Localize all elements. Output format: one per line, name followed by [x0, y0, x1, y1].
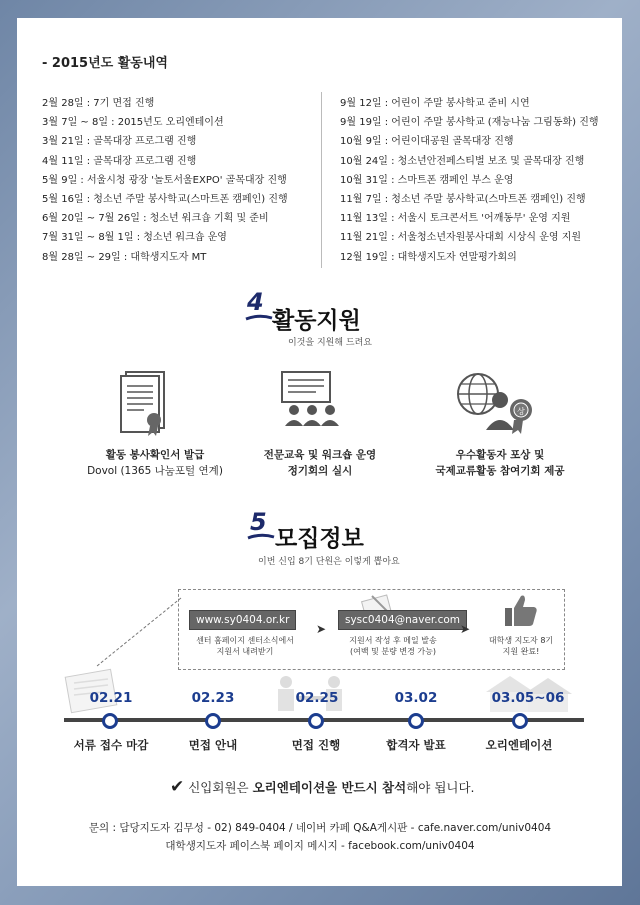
website-url-box[interactable]: www.sy0404.or.kr [189, 610, 296, 630]
timeline-dot [205, 713, 221, 729]
thumbs-up-icon [503, 594, 539, 628]
certificate-icon [118, 368, 174, 438]
list-item: 10월 9일 : 어린이대공원 골목대장 진행 [340, 136, 514, 148]
step-2-line2: (여백 및 분량 변경 가능) [350, 647, 436, 656]
section-subtitle: 이번 신입 8기 단원은 이렇게 뽑아요 [258, 557, 400, 567]
support-item-2 [230, 447, 410, 479]
list-item: 7월 31일 ~ 8월 1일 : 청소년 워크숍 운영 [42, 232, 227, 244]
list-item: 9월 12일 : 어린이 주말 봉사학교 준비 시연 [340, 98, 530, 109]
support-item-1-line1: 활동 봉사확인서 발급 [105, 449, 205, 461]
step-2-text [328, 635, 458, 657]
step-3-text [476, 635, 566, 657]
notice-text [170, 777, 475, 797]
list-item: 10월 31일 : 스마트폰 캠페인 부스 운영 [340, 174, 514, 186]
section-title: 활동지원 [272, 308, 361, 334]
connector-line [95, 596, 185, 676]
step-1-line1: 센터 홈페이지 센터소식에서 [196, 636, 294, 645]
support-item-1-line2: Dovol (1365 나눔포털 연계) [87, 465, 223, 477]
list-item: 5월 9일 : 서울시청 광장 '놀토서울EXPO' 골목대장 진행 [42, 174, 287, 186]
timeline-label: 면접 진행 [291, 738, 341, 752]
arrow-right-icon: ➤ [316, 622, 327, 636]
section-number-underline [244, 314, 274, 322]
timeline-date: 02.25 [295, 690, 339, 706]
list-item: 11월 7일 : 청소년 주말 봉사학교(스마트폰 캠페인) 진행 [340, 194, 586, 206]
timeline-label: 합격자 발표 [386, 738, 446, 752]
section-subtitle: 이것을 지원해 드려요 [288, 338, 372, 348]
activities-left-column [42, 94, 288, 267]
timeline-label: 오리엔테이션 [485, 738, 553, 752]
list-item: 3월 7일 ~ 8일 : 2015년도 오리엔테이션 [42, 117, 224, 129]
list-item: 5월 16일 : 청소년 주말 봉사학교(스마트폰 캠페인) 진행 [42, 194, 288, 206]
timeline-date: 03.05~06 [491, 690, 565, 706]
list-item: 9월 19일 : 어린이 주말 봉사학교 (재능나눔 그림동화) 진행 [340, 117, 599, 129]
timeline-date: 03.02 [394, 690, 438, 706]
timeline-date: 02.23 [191, 690, 235, 706]
support-item-2-line2: 정기회의 실시 [287, 465, 353, 477]
list-item: 2월 28일 : 7기 면접 진행 [42, 98, 155, 109]
checkmark-icon: ✔ [170, 777, 185, 797]
list-item: 12월 19일 : 대학생지도자 연말평가회의 [340, 251, 517, 263]
list-item: 6월 20일 ~ 7월 26일 : 청소년 워크숍 기획 및 준비 [42, 213, 269, 225]
list-item: 11월 13일 : 서울시 토크콘서트 '어깨동무' 운영 지원 [340, 213, 571, 225]
section-number-underline [246, 533, 276, 541]
timeline-label: 서류 접수 마감 [73, 738, 149, 752]
list-item: 10월 24일 : 청소년안전페스티벌 보조 및 골목대장 진행 [340, 155, 585, 167]
list-item: 8월 28일 ~ 29일 : 대학생지도자 MT [42, 251, 207, 263]
award-globe-icon [452, 370, 540, 436]
support-item-3-line1: 우수활동자 포상 및 [455, 449, 545, 461]
column-divider [321, 92, 322, 268]
section-title: 모집정보 [275, 526, 364, 552]
notice-bold: 오리엔테이션을 반드시 참석 [252, 780, 407, 795]
arrow-right-icon: ➤ [460, 622, 471, 636]
list-item: 4월 11일 : 골목대장 프로그램 진행 [42, 155, 197, 167]
timeline-label: 면접 안내 [188, 738, 238, 752]
step-3-line2: 지원 완료! [502, 647, 540, 656]
support-item-1 [65, 447, 245, 479]
notice-pre: 신입회원은 [188, 780, 253, 795]
section-number: 5 [250, 508, 267, 536]
email-address-box[interactable]: sysc0404@naver.com [338, 610, 467, 630]
support-item-3-line2: 국제교류활동 참여기회 제공 [435, 465, 565, 477]
activities-heading: - 2015년도 활동내역 [42, 56, 168, 71]
timeline-date: 02.21 [89, 690, 133, 706]
timeline-dot [308, 713, 324, 729]
step-1-text [180, 635, 310, 657]
list-item: 3월 21일 : 골목대장 프로그램 진행 [42, 136, 197, 148]
presentation-icon [280, 370, 344, 430]
timeline-dot [408, 713, 424, 729]
contact-line-1: 문의 : 담당지도자 김무성 - 02) 849-0404 / 네이버 카페 Q&A게시판 - cafe.naver.com/univ0404 [88, 822, 552, 834]
step-1-line2: 지원서 내려받기 [216, 647, 274, 656]
activities-right-column [340, 94, 599, 267]
section-number: 4 [247, 288, 264, 316]
step-3-line1: 대학생 지도자 8기 [488, 636, 554, 645]
timeline-dot [102, 713, 118, 729]
support-item-3 [405, 447, 595, 479]
list-item: 11월 21일 : 서울청소년자원봉사대회 시상식 운영 지원 [340, 232, 582, 244]
timeline-dot [512, 713, 528, 729]
award-badge-text: 상 [517, 407, 525, 416]
notice-post: 해야 됩니다. [406, 780, 475, 795]
support-item-2-line1: 전문교육 및 워크숍 운영 [263, 449, 377, 461]
step-2-line1: 지원서 작성 후 메일 발송 [349, 636, 437, 645]
timeline-track [64, 718, 584, 722]
contact-line-2: 대학생지도자 페이스북 페이지 메시지 - facebook.com/univ0404 [165, 840, 475, 852]
